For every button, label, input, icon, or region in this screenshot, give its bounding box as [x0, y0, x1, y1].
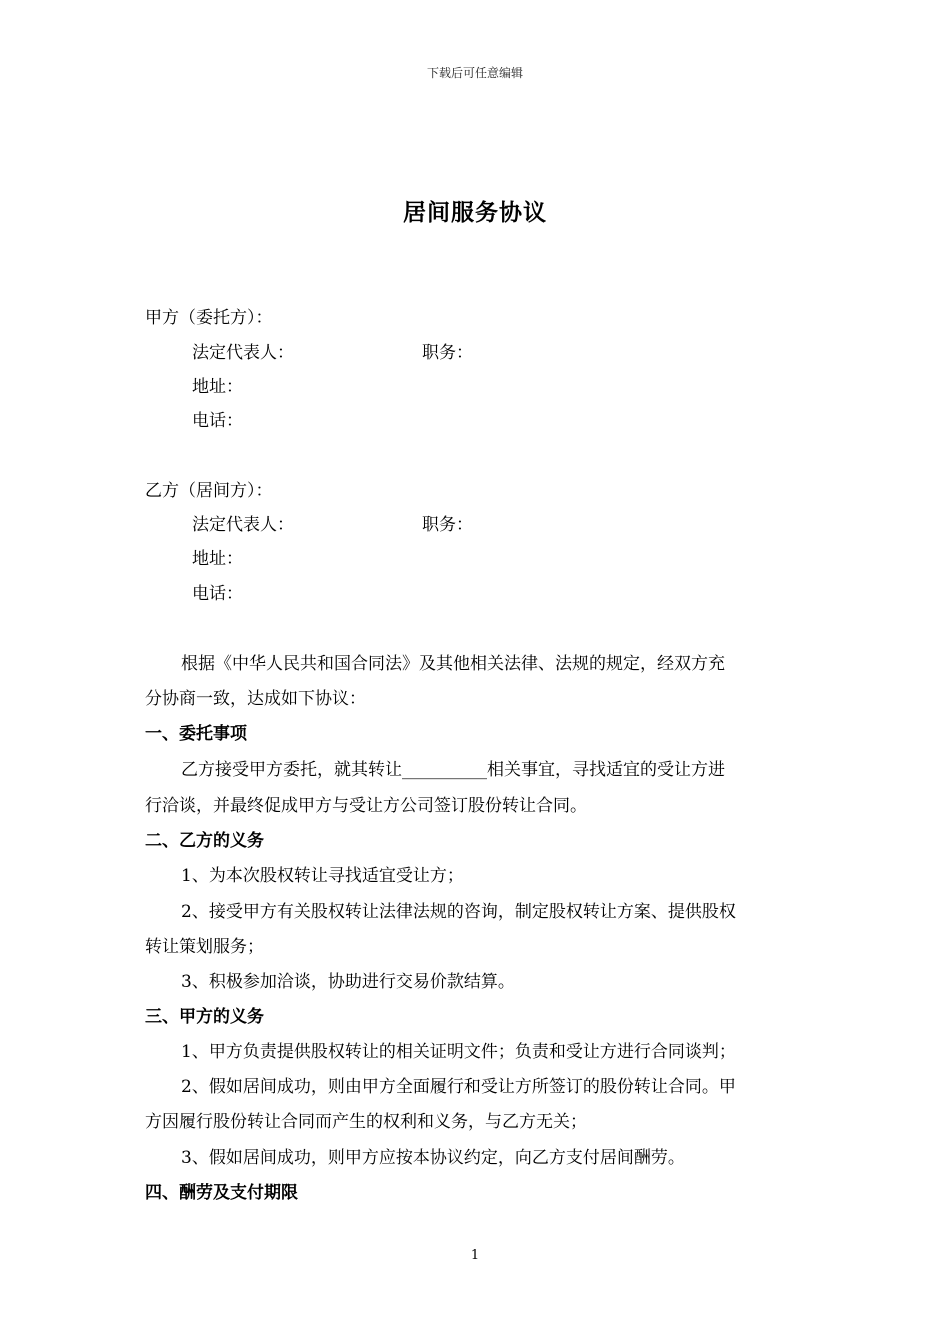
- section-2-item-3: 3、积极参加洽谈，协助进行交易价款结算。: [181, 972, 515, 992]
- intro-line-2: 分协商一致，达成如下协议：: [145, 689, 366, 709]
- party-a-position-label: 职务：: [422, 343, 473, 363]
- party-b-rep-label: 法定代表人：: [192, 515, 294, 535]
- section-1-heading: 一、委托事项: [145, 724, 247, 744]
- section-1-line-1: 乙方接受甲方委托，就其转让__________相关事宜，寻找适宜的受让方进: [181, 760, 725, 780]
- page-number: 1: [470, 1248, 480, 1263]
- section-3-item-2-line-2: 方因履行股份转让合同而产生的权利和义务，与乙方无关；: [145, 1112, 587, 1132]
- party-b-label: 乙方（居间方）：: [145, 481, 273, 501]
- party-a-rep-label: 法定代表人：: [192, 343, 294, 363]
- party-a-address-label: 地址：: [192, 377, 243, 397]
- party-a-label: 甲方（委托方）：: [145, 308, 273, 328]
- section-2-heading: 二、乙方的义务: [145, 831, 264, 851]
- document-title: 居间服务协议: [403, 199, 547, 226]
- party-a-phone-label: 电话：: [192, 411, 243, 431]
- section-3-item-3: 3、假如居间成功，则甲方应按本协议约定，向乙方支付居间酬劳。: [181, 1148, 685, 1168]
- section-2-item-2-line-2: 转让策划服务；: [145, 937, 264, 957]
- party-b-address-label: 地址：: [192, 549, 243, 569]
- section-3-item-2-line-1: 2、假如居间成功，则由甲方全面履行和受让方所签订的股份转让合同。甲: [181, 1077, 736, 1097]
- section-3-heading: 三、甲方的义务: [145, 1007, 264, 1027]
- section-3-item-1: 1、甲方负责提供股权转让的相关证明文件；负责和受让方进行合同谈判；: [181, 1042, 736, 1062]
- section-4-heading: 四、酬劳及支付期限: [145, 1183, 298, 1203]
- section-1-line-2: 行洽谈，并最终促成甲方与受让方公司签订股份转让合同。: [145, 796, 587, 816]
- section-2-item-2-line-1: 2、接受甲方有关股权转让法律法规的咨询，制定股权转让方案、提供股权: [181, 902, 736, 922]
- intro-line-1: 根据《中华人民共和国合同法》及其他相关法律、法规的规定，经双方充: [181, 654, 725, 674]
- page-header-note: 下载后可任意编辑: [426, 66, 523, 80]
- party-b-position-label: 职务：: [422, 515, 473, 535]
- party-b-phone-label: 电话：: [192, 584, 243, 604]
- section-2-item-1: 1、为本次股权转让寻找适宜受让方；: [181, 866, 464, 886]
